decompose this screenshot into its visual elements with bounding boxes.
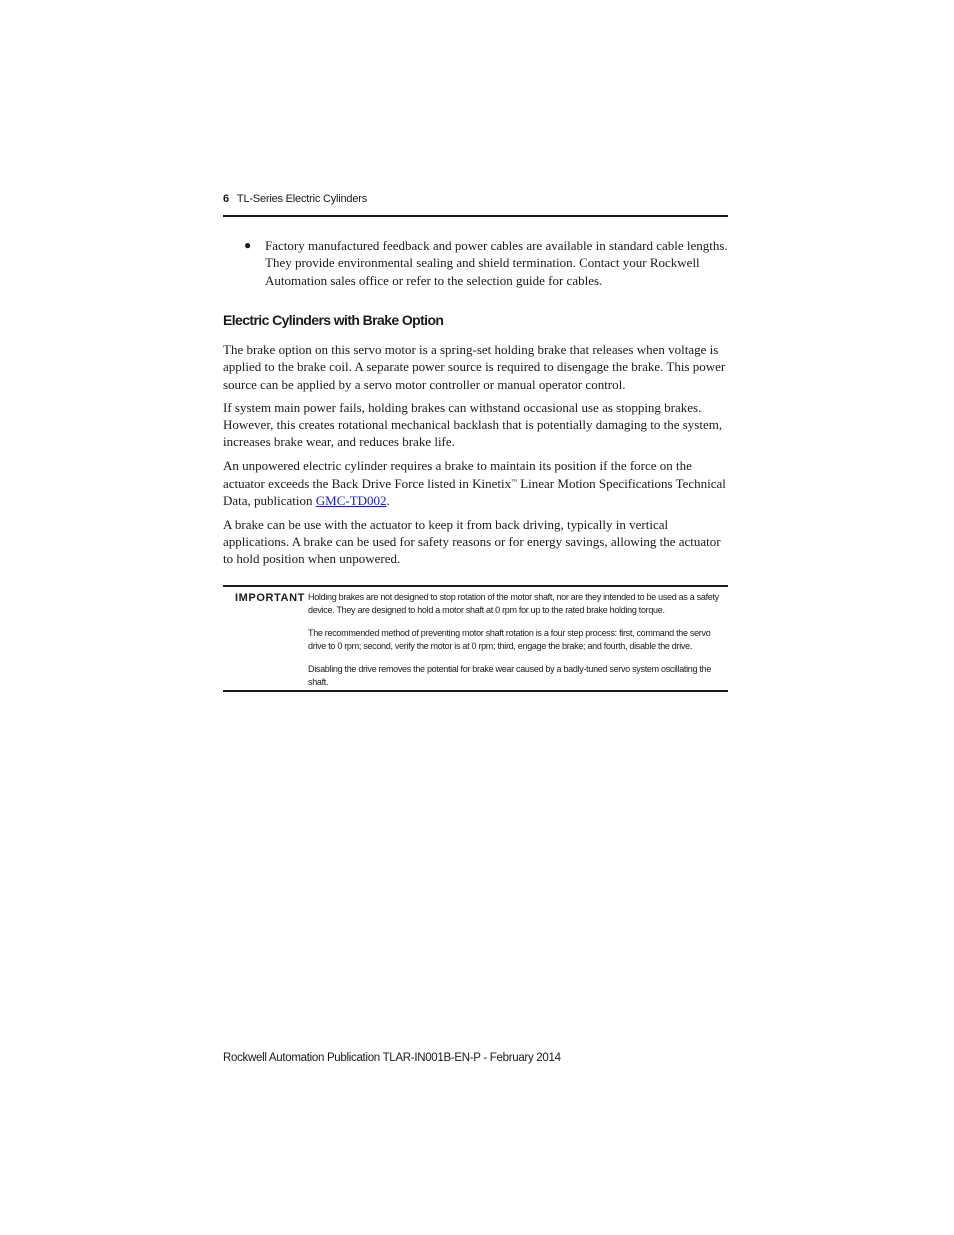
header-title: TL-Series Electric Cylinders xyxy=(236,193,368,205)
page-number: 6 xyxy=(223,193,229,205)
page-footer: Rockwell Automation Publication TLAR-IN001B-EN-P - February 2014 xyxy=(223,1052,561,1064)
section-heading: Electric Cylinders with Brake Option xyxy=(223,312,444,328)
publication-link[interactable]: GMC-TD002 xyxy=(315,493,387,509)
paragraph-text: An unpowered electric cylinder requires a brake to maintain its position if the force on the actuator exceeds the Back Drive Force listed in Kinetix xyxy=(223,457,692,492)
list-item xyxy=(223,237,728,289)
important-paragraph: Holding brakes are not designed to stop rotation of the motor shaft, nor are they intended to be used as a safety device. They are designed to hold a motor shaft at 0 rpm for up to the rated brake holding torque. xyxy=(308,592,719,615)
paragraph-brake-option: The brake option on this servo motor is a spring-set holding brake that releases when voltage is applied to the brake coil. A separate power source is required to disengage the brake. This power source can be applied by a servo motor controller or manual operator control. xyxy=(223,342,726,392)
paragraph-text: . xyxy=(386,493,390,509)
important-notice xyxy=(223,585,728,692)
important-paragraph: Disabling the drive removes the potential for brake wear caused by a badly-tuned servo system oscillating the shaft. xyxy=(308,664,712,687)
paragraph-back-driving: A brake can be use with the actuator to keep it from back driving, typically in vertical applications. A brake can be used for safety reasons or for energy savings, allowing the actuator to hold position when unpowered. xyxy=(223,516,721,567)
bullet-text: Factory manufactured feedback and power cables are available in standard cable lengths. They provide environmental sealing and shield termination. Contact your Rockwell Automation sales office or refer to the selection guide for cables. xyxy=(265,238,728,288)
page-header xyxy=(223,193,728,217)
bullet-icon: ● xyxy=(244,238,252,252)
paragraph-power-fail: If system main power fails, holding brakes can withstand occasional use as stopping brakes. However, this creates rotational mechanical backlash that is potentially damaging to the system, increases brake wear, and reduces brake life. xyxy=(223,399,723,450)
trademark-symbol: ™ xyxy=(511,479,517,486)
bullet-list xyxy=(223,237,728,289)
important-label: IMPORTANT xyxy=(235,592,305,604)
section-body xyxy=(223,341,728,574)
important-text xyxy=(308,591,728,699)
important-paragraph: The recommended method of preventing motor shaft rotation is a four step process: first, command the servo drive to 0 rpm; second, verify the motor is at 0 rpm; third, engage the brake; and fourth, disable the drive. xyxy=(308,628,711,651)
paragraph-text: Linear Motion Specifications Technical Data, publication xyxy=(223,476,726,509)
paragraph-unpowered-cylinder xyxy=(223,457,728,510)
